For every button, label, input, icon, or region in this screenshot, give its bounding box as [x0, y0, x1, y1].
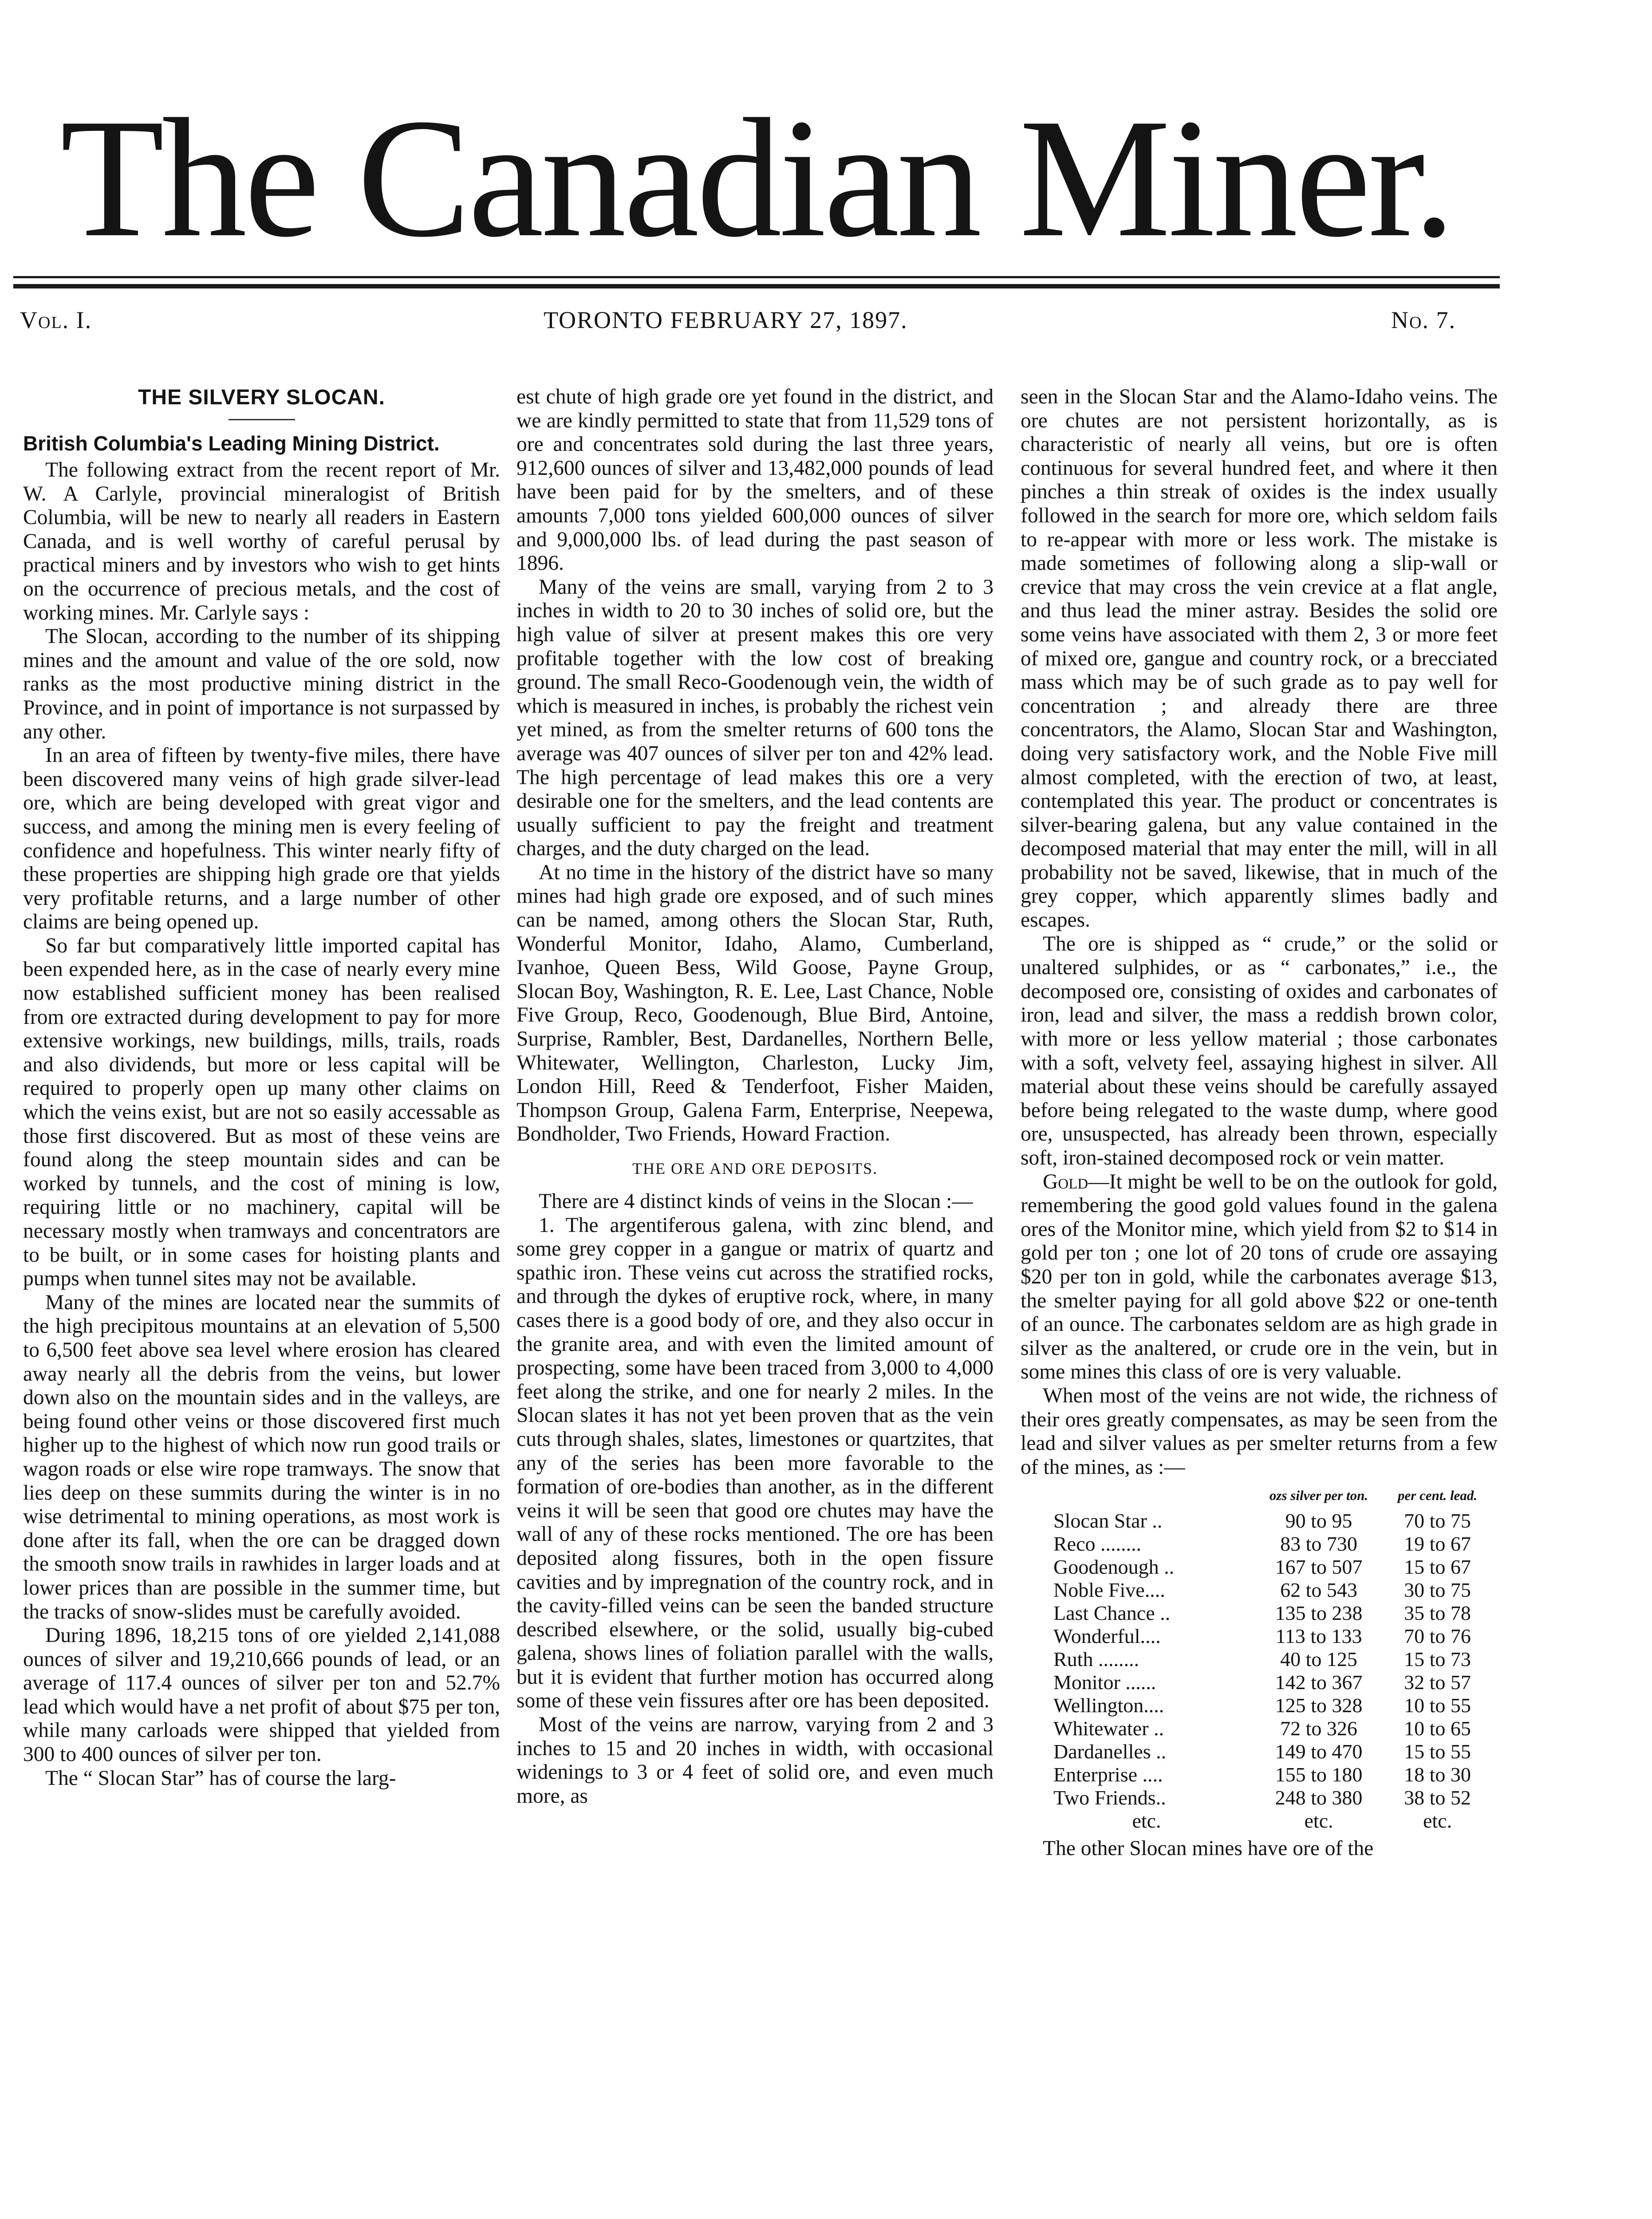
table-cell: Dardanelles .. [1053, 1740, 1167, 1763]
table-row [1047, 1579, 1483, 1602]
table-row [1047, 1648, 1483, 1671]
table-row [1047, 1509, 1483, 1532]
paragraph: The ore is shipped as “ crude,” or the solid or unaltered sulphides, or as “ carbonates,” i.e., the decomposed ore, consisting of oxides and carbonates of iron, lead and silver, the mass a reddish brown color, with more or less yellow material ; those carbonates with a soft, velvety feel, assaying highest in silver. All material about these veins should be carefully assayed before being relegated to the waste dump, where good ore, unsuspected, has already been thrown, especially soft, iron-stained decomposed rock or vein matter. [1021, 932, 1498, 1169]
table-cell: Wonderful.... [1053, 1624, 1161, 1647]
article-subtitle: British Columbia's Leading Mining District. [23, 432, 440, 455]
table-header: per cent. lead. [1398, 1488, 1478, 1504]
article-title: THE SILVERY SLOCAN. [138, 386, 385, 409]
paragraph: The Slocan, according to the number of its shipping mines and the amount and value of the ore sold, now ranks as the most productive mining district in the Province, and in point of importance is not surpassed by any other. [23, 625, 500, 743]
table-row [1047, 1809, 1483, 1832]
table-cell: 113 to 133 [1275, 1624, 1362, 1647]
masthead-rule-thick [13, 284, 1500, 288]
table-cell: 35 to 78 [1404, 1601, 1471, 1624]
paragraph: Many of the mines are located near the summits of the high precipitous mountains at an elevation of 5,500 to 6,500 feet above sea level where erosion has cleared away nearly all the debris from the veins, but lower down also on the mountain sides and in the valleys, are being found other veins or those discovered first much higher up to the highest of which now run good trails or wagon roads or else wire rope tramways. The snow that lies deep on these summits during the winter is in no wise detrimental to mining operations, as most work is done after its fall, when the ore can be dragged down the smooth snow trails in rawhides in larger loads and at lower prices than are possible in the summer time, but the tracks of snow-slides must be carefully avoided. [23, 1291, 500, 1623]
table-cell: Two Friends.. [1053, 1786, 1166, 1809]
table-row [1047, 1625, 1483, 1648]
paragraph: At no time in the history of the district have so many mines had high grade ore exposed, and of such mines can be named, among others the Slocan Star, Ruth, Wonderful Monitor, Idaho, Alamo, Cumberland, Ivanhoe, Queen Bess, Wild Goose, Payne Group, Slocan Boy, Washington, R. E. Lee, Last Chance, Noble Five Group, Reco, Goodenough, Blue Bird, Antoine, Surprise, Rambler, Best, Dardanelles, Northern Belle, Whitewater, Wellington, Charleston, Lucky Jim, London Hill, Reed & Tenderfoot, Fisher Maiden, Thompson Group, Galena Farm, Enterprise, Neepewa, Bondholder, Two Friends, Howard Fraction. [516, 861, 994, 1146]
table-row [1047, 1717, 1483, 1740]
table-cell: 15 to 55 [1404, 1740, 1471, 1763]
table-cell: 90 to 95 [1285, 1509, 1352, 1532]
table-cell: 248 to 380 [1275, 1786, 1363, 1809]
table-cell: Slocan Star .. [1053, 1509, 1163, 1532]
volume-label: Vol. I. [20, 307, 92, 333]
paragraph: In an area of fifteen by twenty-five miles, there have been discovered many veins of high grade silver-lead ore, which are being developed with great vigor and success, and among the mining men is every feeling of confidence and hopefulness. This winter nearly fifty of these properties are shipping high grade ore that yields very profitable returns, and a large number of other claims are being opened up. [23, 744, 500, 934]
table-cell: Whitewater .. [1053, 1717, 1164, 1740]
table-row [1047, 1532, 1483, 1556]
table-row [1047, 1763, 1483, 1786]
paragraph: Most of the veins are narrow, varying from 2 and 3 inches to 15 and 20 inches in width, with occasional widenings to 3 or 4 feet of solid ore, and even much more, as [516, 1713, 994, 1808]
table-row [1047, 1740, 1483, 1763]
table-row [1047, 1602, 1483, 1625]
table-cell: Noble Five.... [1053, 1578, 1165, 1601]
table-row [1047, 1786, 1483, 1809]
table-cell: 142 to 367 [1275, 1670, 1363, 1694]
table-cell: etc. [1423, 1809, 1452, 1832]
paragraph: There are 4 distinct kinds of veins in the Slocan :— [539, 1190, 973, 1213]
table-cell: Goodenough .. [1053, 1555, 1175, 1578]
table-cell: etc. [1132, 1809, 1161, 1832]
table-cell: Ruth ........ [1053, 1647, 1139, 1670]
table-cell: 15 to 73 [1404, 1647, 1471, 1670]
title-separator [229, 419, 295, 420]
paragraph: est chute of high grade ore yet found in the district, and we are kindly permitted to state that from 11,529 tons of ore and concentrates sold during the last three years, 912,600 ounces of silver and 13,482,000 pounds of lead have been paid for by the smelters, and of these amounts 7,000 tons yielded 600,000 ounces of silver and 9,000,000 lbs. of lead during the past season of 1896. [516, 385, 994, 575]
column-2 [516, 385, 994, 1808]
issue-date: TORONTO FEBRUARY 27, 1897. [544, 307, 908, 333]
table-cell: 32 to 57 [1404, 1670, 1471, 1694]
table-cell: 30 to 75 [1404, 1578, 1471, 1601]
gold-text: —It might be well to be on the outlook for gold, remembering the good gold values found in the galena ores of the Monitor mine, which yield from $2 to $14 in gold per ton ; one lot of 20 tons of crude ore assaying $20 per ton in gold, while the carbonates average $13, the smelter paying for all gold above $22 or one-tenth of an ounce. The carbonates seldom are as high grade in silver as the analtered, or crude ore in the vein, but in some mines this class of ore is very valuable. [1021, 1170, 1498, 1384]
table-cell: Wellington.... [1053, 1694, 1164, 1717]
table-cell: 83 to 730 [1280, 1532, 1357, 1555]
table-cell: 38 to 52 [1404, 1786, 1471, 1809]
table-cell: 62 to 543 [1280, 1578, 1357, 1601]
paragraph: 1. The argentiferous galena, with zinc blend, and some grey copper in a gangue or matrix of quartz and spathic iron. These veins cut across the stratified rocks, and through the dykes of eruptive rock, where, in many cases there is a good body of ore, and they also occur in the granite area, and with even the limited amount of prospecting, some have been traced from 3,000 to 4,000 feet along the strike, and one for nearly 2 miles. In the Slocan slates it has not yet been proven that as the vein cuts through shales, slates, limestones or quartzites, that any of the series has been more favorable to the formation of ore-bodies than another, as in the different veins it will be seen that good ore chutes may have the wall of any of these rocks mentioned. The ore has been deposited along fissures, both in the open fissure cavities and by impregnation of the country rock, and in the cavity-filled veins can be seen the banded structure described elsewhere, or the solid, usually big-cubed galena, shows lines of foliation parallel with the walls, but it is evident that further motion has occurred along some of these vein fissures after ore has been deposited. [516, 1213, 994, 1713]
paragraph: When most of the veins are not wide, the richness of their ores greatly compensates, as may be seen from the lead and silver values as per smelter returns from a few of the mines, as :— [1021, 1384, 1498, 1479]
table-cell: 167 to 507 [1275, 1555, 1363, 1578]
table-row [1047, 1694, 1483, 1717]
table-header [1047, 1484, 1246, 1509]
table-cell: 135 to 238 [1275, 1601, 1363, 1624]
gold-lead-in: Gold [1043, 1170, 1088, 1193]
table-cell: 125 to 328 [1275, 1694, 1363, 1717]
table-header: ozs silver per ton. [1269, 1488, 1368, 1504]
table-cell: Monitor ...... [1053, 1670, 1156, 1694]
table-cell: 155 to 180 [1275, 1763, 1363, 1786]
section-heading: THE ORE AND ORE DEPOSITS. [632, 1160, 878, 1177]
paragraph: The other Slocan mines have ore of the [1043, 1836, 1374, 1860]
paragraph: So far but comparatively little imported capital has been expended here, as in the case of nearly every mine now established sufficient money has been realised from ore extracted during development to pay for more extensive workings, new buildings, mills, trails, roads and also dividends, but more or less capital will be required to properly open up many other claims on which the veins exist, but are not so easily accessable as those first discovered. But as most of these veins are found along the steep mountain sides and can be worked by tunnels, and the cost of mining is low, requiring little or no machinery, capital will be necessary mostly when tramways and concentrators are to be built, or in some cases for hoisting plants and pumps when tunnel sites may not be available. [23, 934, 500, 1291]
column-1 [23, 385, 500, 1790]
table-cell: 70 to 75 [1404, 1509, 1471, 1532]
masthead-title: The Canadian Miner. [60, 84, 1453, 272]
table-row [1047, 1556, 1483, 1579]
table-cell: 18 to 30 [1404, 1763, 1471, 1786]
issue-number: No. 7. [1391, 307, 1456, 333]
column-3 [1021, 385, 1498, 1861]
paragraph: During 1896, 18,215 tons of ore yielded 2,141,088 ounces of silver and 19,210,666 pounds of lead, or an average of 117.4 ounces of silver per ton and 52.7% lead which would have a net profit of about $75 per ton, while many carloads were shipped that yielded from 300 to 400 ounces of silver per ton. [23, 1624, 500, 1766]
paragraph: Many of the veins are small, varying from 2 to 3 inches in width to 20 to 30 inches of solid ore, but the high value of silver at present makes this ore very profitable together with the low cost of breaking ground. The small Reco-Goodenough vein, the width of which is measured in inches, is probably the richest vein yet mined, as from the smelter returns of 600 tons the average was 407 ounces of silver per ton and 42% lead. The high percentage of lead makes this ore a very desirable one for the smelters, and the lead contents are usually sufficient to pay the freight and treatment charges, and the duty charged on the lead. [516, 575, 994, 861]
table-cell: Last Chance .. [1053, 1601, 1171, 1624]
paragraph: seen in the Slocan Star and the Alamo-Idaho veins. The ore chutes are not persistent horizontally, as is characteristic of nearly all veins, but ore is often continuous for several hundred feet, and where it then pinches a thin streak of oxides is the index usually followed in the search for more ore, which seldom fails to re-appear with more or less work. The mistake is made sometimes of following along a slip-wall or crevice that may cross the vein crevice at a flat angle, and thus lead the miner astray. Besides the solid ore some veins have associated with them 2, 3 or more feet of mixed ore, gangue and country rock, or a brecciated mass which may be of such grade as to pay well for concentration ; and already there are three concentrators, the Alamo, Slocan Star and Washington, doing very satisfactory work, and the Noble Five mill almost completed, with the erection of two, at least, contemplated this year. The product or concentrates is silver-bearing galena, but any value contained in the decomposed material that may enter the mill, will in all probability not be saved, likewise, that in much of the grey copper, which apparently slimes badly and escapes. [1021, 385, 1498, 932]
table-cell: 149 to 470 [1275, 1740, 1363, 1763]
table-cell: Enterprise .... [1053, 1763, 1163, 1786]
table-body [1047, 1509, 1483, 1832]
table-cell: etc. [1304, 1809, 1333, 1832]
paragraph: The “ Slocan Star” has of course the larg- [45, 1766, 396, 1790]
table-cell: 10 to 55 [1404, 1694, 1471, 1717]
table-cell: 70 to 76 [1404, 1624, 1471, 1647]
table-row [1047, 1671, 1483, 1694]
table-cell: 10 to 65 [1404, 1717, 1471, 1740]
table-cell: Reco ........ [1053, 1532, 1142, 1555]
table-cell: 40 to 125 [1280, 1647, 1357, 1670]
table-cell: 15 to 67 [1404, 1555, 1471, 1578]
table-cell: 72 to 326 [1280, 1717, 1357, 1740]
paragraph [1021, 1170, 1498, 1384]
smelter-returns-table [1047, 1484, 1483, 1832]
table-cell: 19 to 67 [1404, 1532, 1471, 1555]
masthead-rule-thin [13, 276, 1500, 278]
paragraph: The following extract from the recent report of Mr. W. A Carlyle, provincial mineralogist of British Columbia, will be new to nearly all readers in Eastern Canada, and is well worthy of careful perusal by practical miners and by investors who wish to get hints on the occurrence of precious metals, and the cost of working mines. Mr. Carlyle says : [23, 458, 500, 624]
